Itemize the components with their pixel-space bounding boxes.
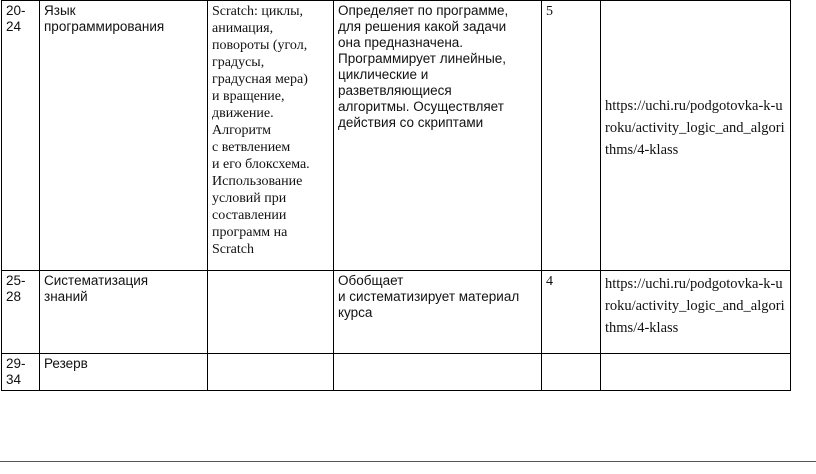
topic-text: Систематизация знаний [44, 273, 149, 304]
resource-link[interactable]: https://uchi.ru/podgotovka-k-uroku/activity_logic_and_algorithms/4-klass [605, 276, 785, 336]
lesson-number-cell [2, 1, 40, 271]
activities-cell [334, 354, 542, 391]
resource-cell [601, 1, 791, 271]
hours-cell [542, 354, 601, 391]
table-row [2, 354, 791, 391]
content-cell [208, 354, 334, 391]
topic-text: Резерв [44, 356, 88, 371]
activities-cell [334, 1, 542, 271]
topic-cell [40, 271, 208, 354]
curriculum-table [1, 0, 791, 391]
topic-cell [40, 1, 208, 271]
page-divider [0, 461, 816, 462]
lesson-number-cell [2, 271, 40, 354]
topic-text: Язык программирования [44, 3, 165, 34]
resource-link[interactable]: https://uchi.ru/podgotovka-k-uroku/activity_logic_and_algorithms/4-klass [605, 98, 785, 158]
hours-value: 5 [546, 4, 553, 19]
activities-text: Определяет по программе, для решения какой задачи она предназначена. Программирует линейные, циклические и разветвляющиеся алгоритмы. Осуществляет действия со скриптами [338, 3, 509, 130]
content-cell [208, 271, 334, 354]
table-row [2, 1, 791, 271]
table-row [2, 271, 791, 354]
hours-cell [542, 271, 601, 354]
lesson-number-cell [2, 354, 40, 391]
topic-cell [40, 354, 208, 391]
lesson-number: 20- 24 [6, 3, 26, 34]
lesson-number: 25- 28 [6, 273, 26, 304]
activities-cell [334, 271, 542, 354]
lesson-number: 29- 34 [6, 356, 26, 387]
hours-value: 4 [546, 274, 553, 289]
hours-cell [542, 1, 601, 271]
resource-cell [601, 271, 791, 354]
content-text: Scratch: циклы, анимация, повороты (угол, градусы, градусная мера) и вращение, движение. Алгоритм с ветвлением и его блоксхема. Использование условий при составлении программ на Scratch [212, 4, 310, 257]
activities-text: Обобщает и систематизирует материал курса [338, 273, 520, 320]
content-cell [208, 1, 334, 271]
resource-cell [601, 354, 791, 391]
